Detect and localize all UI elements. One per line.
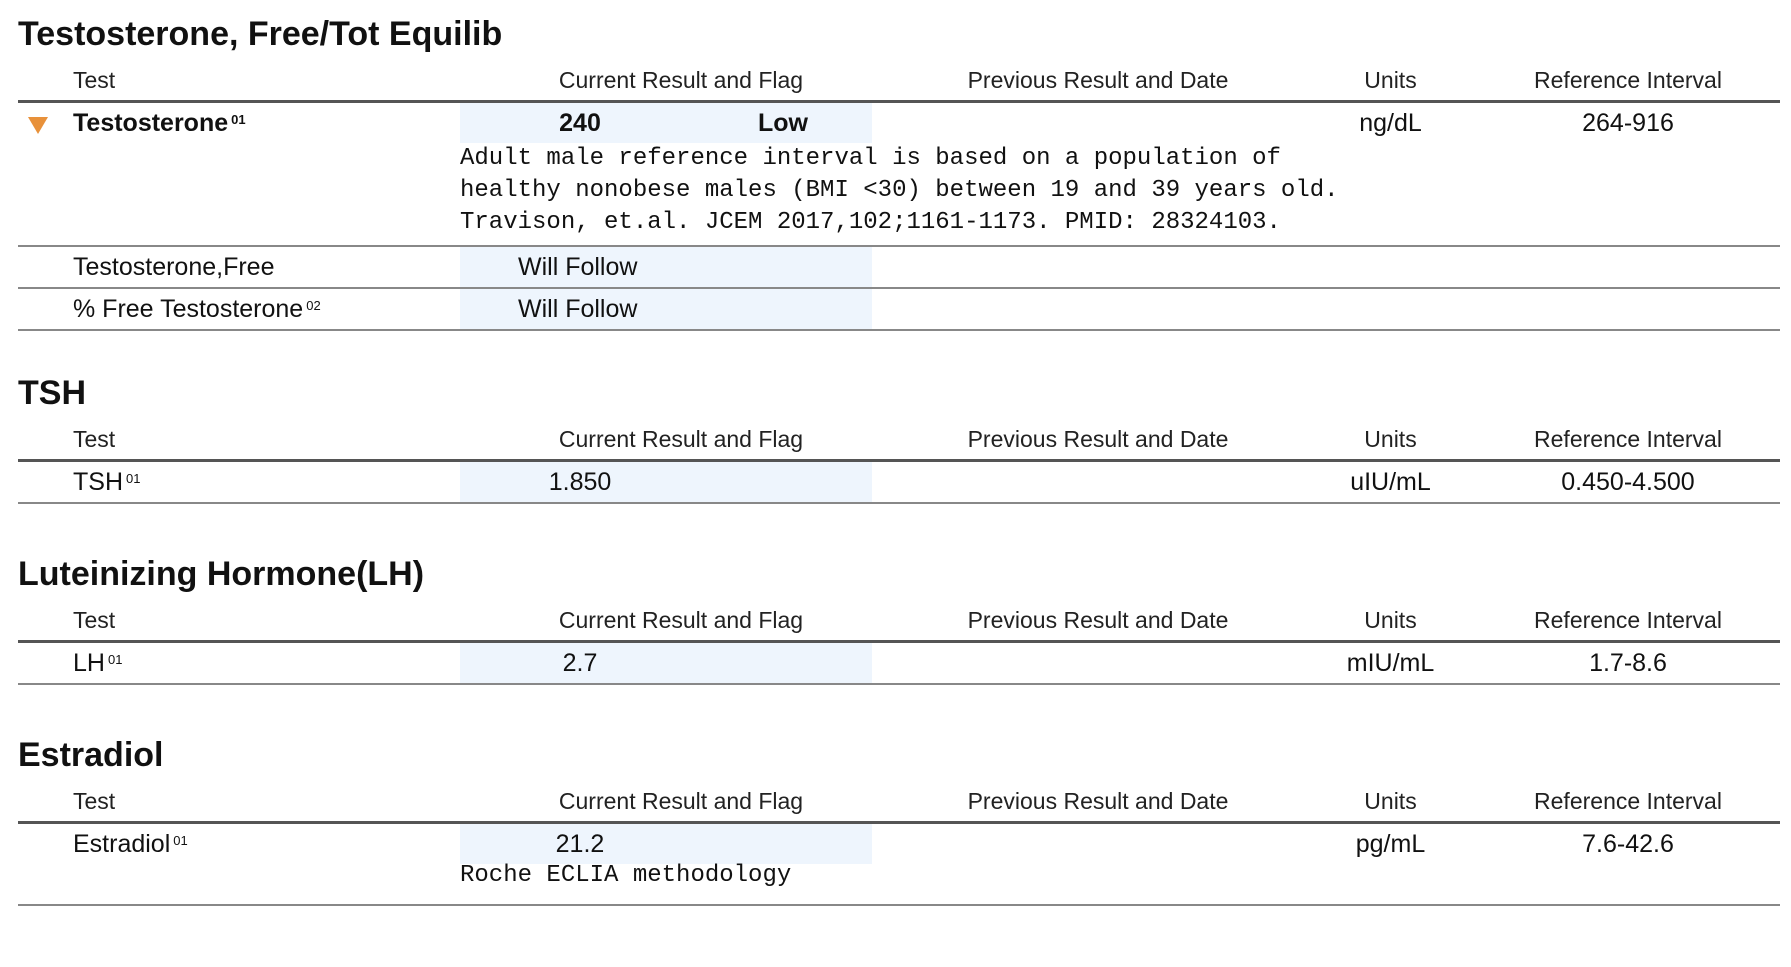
table-row — [18, 824, 1780, 906]
section-testosterone — [18, 0, 1780, 359]
test-name: Estradiol $^{01}$ — [73, 830, 188, 858]
header-test: Test — [73, 788, 116, 814]
header-units: Units — [1364, 426, 1417, 452]
table-header — [18, 54, 1780, 103]
section-title: TSH — [18, 374, 86, 412]
table-header — [18, 413, 1780, 462]
result-value: 21.2 — [555, 830, 605, 858]
header-reference-interval: Reference Interval — [1534, 607, 1722, 633]
table-header — [18, 594, 1780, 643]
header-units: Units — [1364, 788, 1417, 814]
result-comment: Roche ECLIA methodology — [460, 862, 792, 889]
section-title: Testosterone, Free/Tot Equilib — [18, 15, 503, 53]
reference-interval: 264-916 — [1582, 109, 1674, 137]
header-test: Test — [73, 67, 116, 93]
result-value: Will Follow — [518, 295, 638, 323]
units: ng/dL — [1359, 109, 1422, 137]
section-tsh — [18, 359, 1780, 540]
header-test: Test — [73, 426, 116, 452]
header-current-result: Current Result and Flag — [558, 788, 804, 814]
test-name: Testosterone $^{01}$ — [73, 109, 246, 137]
units: uIU/mL — [1350, 468, 1431, 496]
lab-report — [18, 0, 1780, 906]
table-header — [18, 775, 1780, 824]
footnote-ref: 01 — [173, 833, 188, 848]
footnote-ref: 01 — [231, 112, 246, 127]
table-row — [18, 462, 1780, 504]
result-value: 2.7 — [562, 649, 598, 677]
header-units: Units — [1364, 67, 1417, 93]
section-title: Estradiol — [18, 736, 164, 774]
header-reference-interval: Reference Interval — [1534, 67, 1722, 93]
test-name: LH $^{01}$ — [73, 649, 123, 677]
table-row — [18, 247, 1780, 289]
reference-interval: 7.6-42.6 — [1582, 830, 1674, 858]
units: mIU/mL — [1346, 649, 1435, 677]
result-flag: Low — [758, 109, 808, 137]
section-title: Luteinizing Hormone(LH) — [18, 555, 425, 593]
section-lh — [18, 540, 1780, 721]
header-previous-result: Previous Result and Date — [967, 426, 1229, 452]
header-previous-result: Previous Result and Date — [967, 67, 1229, 93]
header-current-result: Current Result and Flag — [558, 426, 804, 452]
reference-interval: 1.7-8.6 — [1589, 649, 1667, 677]
header-previous-result: Previous Result and Date — [967, 607, 1229, 633]
footnote-ref: 02 — [306, 298, 321, 313]
result-comment: Adult male reference interval is based on a population of healthy nonobese males (BMI <30) between 19 and 39 years old. Travison, et.al. JCEM 2017,102;1161-1173. PMID: 28324103. — [460, 145, 1339, 236]
header-units: Units — [1364, 607, 1417, 633]
result-value: Will Follow — [518, 253, 638, 281]
low-flag-triangle-icon — [28, 117, 48, 134]
table-row — [18, 643, 1780, 685]
header-test: Test — [73, 607, 116, 633]
test-name: TSH $^{01}$ — [73, 468, 141, 496]
footnote-ref: 01 — [107, 652, 123, 667]
table-row — [18, 289, 1780, 331]
header-previous-result: Previous Result and Date — [967, 788, 1229, 814]
header-reference-interval: Reference Interval — [1534, 788, 1722, 814]
table-row — [18, 103, 1780, 247]
result-value: 1.850 — [548, 468, 612, 496]
units: pg/mL — [1355, 830, 1426, 858]
result-value: 240 — [559, 109, 601, 137]
footnote-ref: 01 — [126, 471, 141, 486]
reference-interval: 0.450-4.500 — [1561, 468, 1695, 496]
header-reference-interval: Reference Interval — [1534, 426, 1722, 452]
test-name: % Free Testosterone $^{02}$ — [73, 295, 321, 323]
header-current-result: Current Result and Flag — [558, 67, 804, 93]
header-current-result: Current Result and Flag — [558, 607, 804, 633]
section-estradiol — [18, 721, 1780, 906]
test-name: Testosterone,Free — [73, 253, 275, 281]
